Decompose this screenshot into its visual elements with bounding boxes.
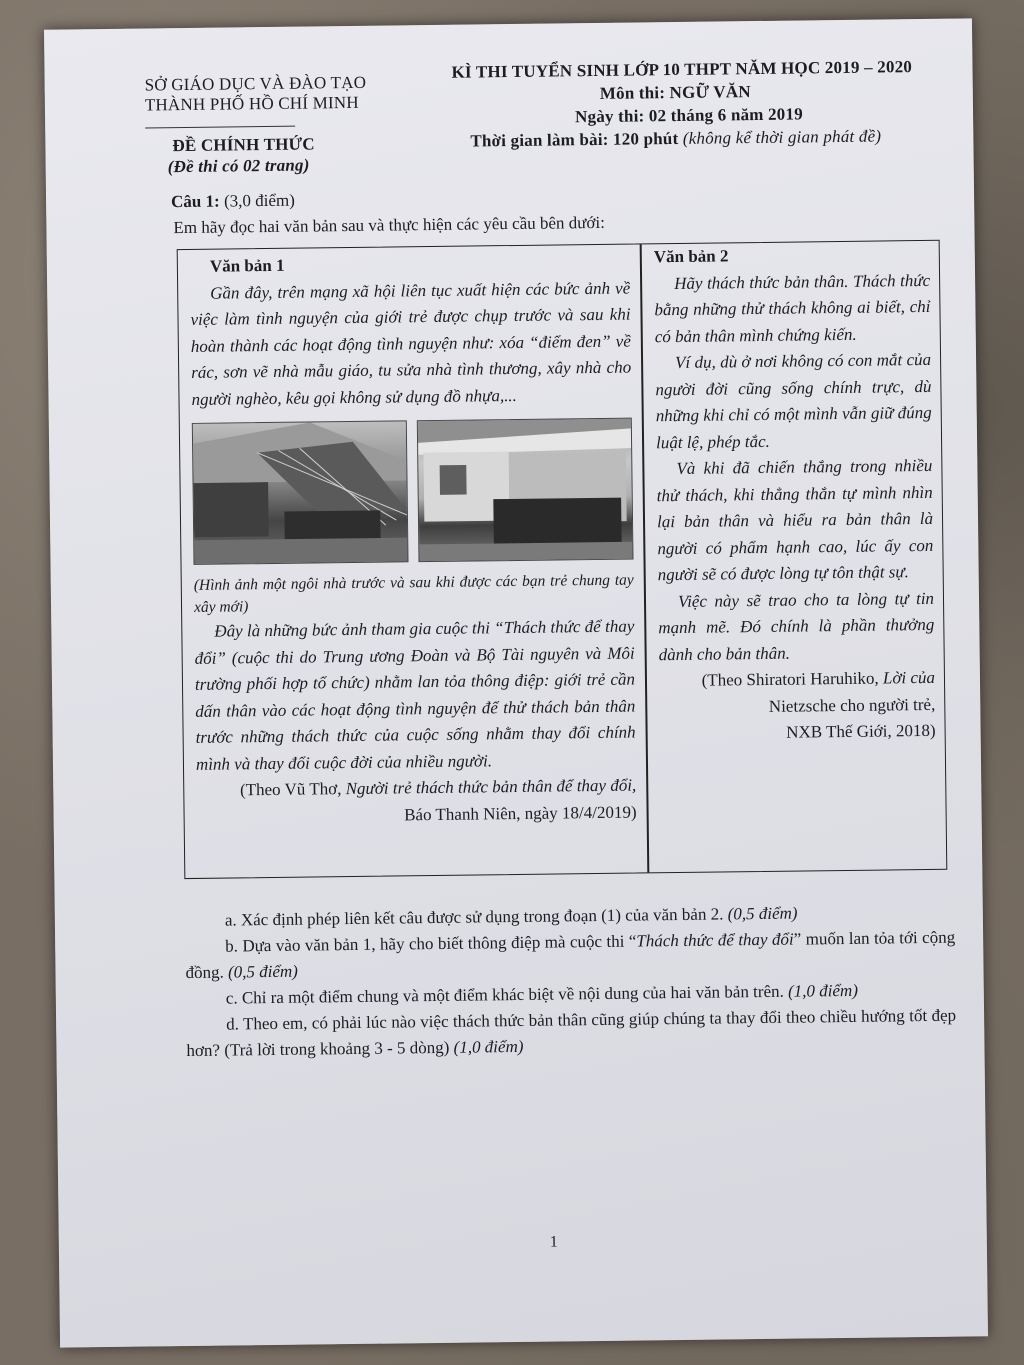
text-2-source-title-a: Lời của (882, 667, 936, 688)
sub-question-c-points: (1,0 điểm) (787, 980, 859, 1001)
exam-paper (44, 18, 988, 1347)
question-points: (3,0 điểm) (219, 190, 295, 211)
question-instruction: Em hãy đọc hai văn bản sau và thực hiện các yêu cầu bên dưới: (173, 212, 605, 238)
page-number: 1 (549, 1233, 558, 1251)
sub-question-d-points: (1,0 điểm) (453, 1036, 524, 1057)
text-2-source-line-2: Nietzsche cho người trẻ, (768, 694, 936, 716)
text-2-column (654, 241, 936, 748)
header-rule (145, 126, 295, 129)
official-label: ĐỀ CHÍNH THỨC (172, 134, 315, 156)
text-2-source-prefix: (Theo Shiratori Haruhiko, (701, 668, 884, 690)
sub-question-b-text-2: ” muốn lan tỏa tới cộng đồng. (185, 927, 956, 983)
sub-question-d-text: d. Theo em, có phải lúc nào việc thách thức bản thân cũng giúp chúng ta thay đổi theo chiều hướng tốt đẹp hơn? (Trả lời trong khoảng 3 - 5 dòng) (186, 1005, 957, 1061)
sub-questions (185, 899, 957, 1064)
sub-question-a-points: (0,5 điểm) (727, 903, 798, 924)
sub-question-b-text-1: b. Dựa vào văn bản 1, hãy cho biết thông điệp mà cuộc thi “ (225, 931, 637, 956)
text-1-title: Văn bản 1 (209, 255, 285, 276)
sub-question-b-contest: Thách thức để thay đổi (636, 929, 794, 951)
subject-line: Môn thi: NGỮ VĂN (599, 82, 751, 103)
text-2-paragraph-1: Hãy thách thức bản thân. Thách thức bằng những thử thách không ai biết, chỉ có bản thân mình chứng kiến. (654, 270, 931, 346)
text-1-source-title: Người trẻ thách thức bản thân để thay đổi, (345, 775, 637, 799)
text-1-paragraph-2: Đây là những bức ảnh tham gia cuộc thi “Thách thức để thay đổi” (cuộc thi do Trung ương Đoàn và Bộ Tài nguyên và Môi trường phối hợp tổ chức) nhằm lan tỏa thông điệp: giới trẻ cần dấn thân vào các hoạt động tình nguyện để thử thách bản thân trước những thách thức của cuộc sống nhằm thay đổi chính mình và thay đổi cuộc đời của nhiều người. (194, 616, 636, 774)
time-line (470, 126, 881, 151)
exam-date: Ngày thi: 02 tháng 6 năm 2019 (574, 104, 803, 127)
time-allowed: Thời gian làm bài: 120 phút (470, 128, 679, 151)
text-1-source-line-2: Báo Thanh Niên, ngày 18/4/2019) (404, 802, 637, 824)
text-2-source-line-3: NXB Thế Giới, 2018) (786, 720, 936, 742)
photo-row (192, 418, 634, 565)
photo-new-house (417, 418, 634, 563)
agency-line-1: SỞ GIÁO DỤC VÀ ĐÀO TẠO (144, 72, 367, 95)
text-1-paragraph-1: Gần đây, trên mạng xã hội liên tục xuất hiện các bức ảnh về việc làm tình nguyện của giới trẻ được chụp trước và sau khi hoàn thành các hoạt động tình nguyện như: xóa “điểm đen” về rác, sơn vẽ nhà mẫu giáo, tu sửa nhà tình thương, xây nhà cho người nghèo, kêu gọi không sử dụng đồ nhựa,... (190, 278, 632, 409)
text-2-title: Văn bản 2 (653, 246, 729, 267)
sub-question-d (186, 1003, 957, 1064)
text-2-paragraph-4: Việc này sẽ trao cho ta lòng tự tin mạnh mẽ. Đó chính là phần thưởng dành cho bản thân. (658, 588, 935, 664)
text-2-paragraph-3: Và khi đã chiến thắng trong nhiều thử thách, khi thẳng thắn tự mình nhìn lại bản thân và hiểu ra bản thân là người có phẩm hạnh cao, lúc ấy con người sẽ có được lòng tự tôn thật sự. (656, 455, 934, 585)
table-divider (640, 244, 649, 872)
sub-question-c-text: c. Chỉ ra một điểm chung và một điểm khác biệt về nội dung của hai văn bản trên. (225, 981, 784, 1008)
sub-question-a-text: a. Xác định phép liên kết câu được sử dụng trong đoạn (1) của văn bản 2. (224, 904, 724, 930)
exam-title: KÌ THI TUYỂN SINH LỚP 10 THPT NĂM HỌC 2019 – 2020 (451, 57, 913, 82)
text-1-source-prefix: (Theo Vũ Thơ, (239, 779, 346, 800)
agency-line-2: THÀNH PHỐ HỒ CHÍ MINH (144, 92, 359, 115)
sub-question-b-points: (0,5 điểm) (227, 961, 298, 982)
text-1-column (190, 249, 637, 831)
time-note: (không kể thời gian phát đề) (682, 126, 882, 148)
texts-table (177, 240, 948, 879)
page-count-note: (Đề thi có 02 trang) (167, 155, 310, 177)
new-house-illustration (418, 419, 633, 562)
question-label: Câu 1: (170, 191, 220, 212)
question-heading (171, 191, 295, 213)
photo-old-house (192, 420, 409, 565)
text-2-source-line-1 (659, 665, 935, 695)
photo-caption: (Hình ảnh một ngôi nhà trước và sau khi được các bạn trẻ chung tay xây mới) (193, 571, 634, 616)
sub-question-b (185, 925, 956, 986)
text-2-paragraph-2: Ví dụ, dù ở nơi không có con mắt của người đời cũng sống chính trực, dù những khi chỉ có một mình vẫn giữ đúng luật lệ, phép tắc. (655, 349, 932, 452)
old-house-illustration (193, 421, 408, 564)
